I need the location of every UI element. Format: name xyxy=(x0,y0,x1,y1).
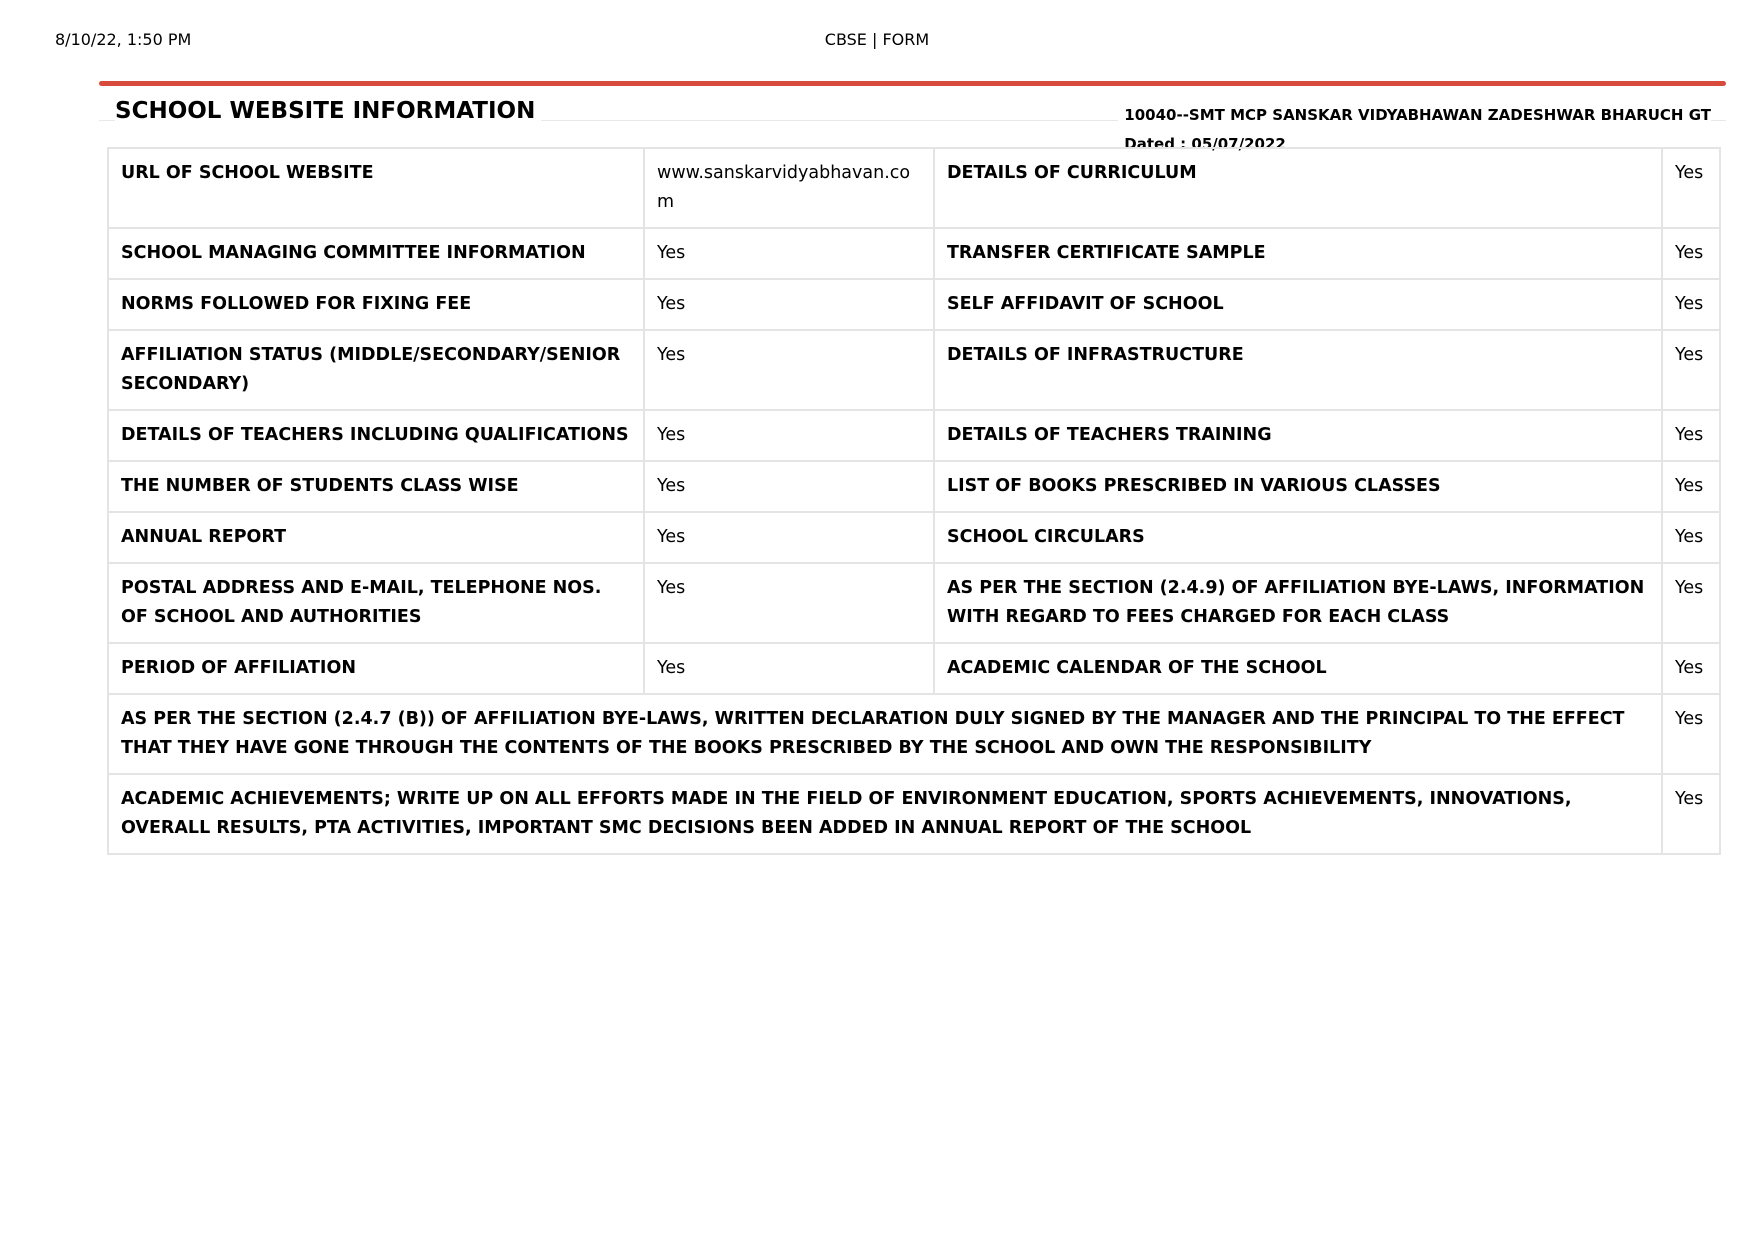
form-card xyxy=(99,81,1726,838)
dated-line: Dated : 05/07/2022 xyxy=(1124,135,1286,153)
row-label: TRANSFER CERTIFICATE SAMPLE xyxy=(934,228,1662,279)
row-value: Yes xyxy=(644,330,934,410)
row-value: Yes xyxy=(1662,774,1720,854)
table-row xyxy=(108,330,1720,410)
table-row-full xyxy=(108,694,1720,774)
row-label: AS PER THE SECTION (2.4.7 (B)) OF AFFILIATION BYE-LAWS, WRITTEN DECLARATION DULY SIGNED BY THE MANAGER AND THE PRINCIPAL TO THE EFFECT THAT THEY HAVE GONE THROUGH THE CONTENTS OF THE BOOKS PRESCRIBED BY THE SCHOOL AND OWN THE RESPONSIBILITY xyxy=(108,694,1662,774)
form-title: SCHOOL WEBSITE INFORMATION xyxy=(115,98,541,124)
row-label: PERIOD OF AFFILIATION xyxy=(108,643,644,694)
row-value: Yes xyxy=(1662,512,1720,563)
form-header xyxy=(99,86,1726,152)
school-name: 10040--SMT MCP SANSKAR VIDYABHAWAN ZADESHWAR BHARUCH GT xyxy=(1124,106,1711,124)
row-value: Yes xyxy=(644,279,934,330)
table-row xyxy=(108,148,1720,228)
row-label: SELF AFFIDAVIT OF SCHOOL xyxy=(934,279,1662,330)
row-label: AS PER THE SECTION (2.4.9) OF AFFILIATION BYE-LAWS, INFORMATION WITH REGARD TO FEES CHARGED FOR EACH CLASS xyxy=(934,563,1662,643)
table-row xyxy=(108,461,1720,512)
row-label: POSTAL ADDRESS AND E-MAIL, TELEPHONE NOS. OF SCHOOL AND AUTHORITIES xyxy=(108,563,644,643)
table-row xyxy=(108,410,1720,461)
row-value: Yes xyxy=(1662,461,1720,512)
row-label: DETAILS OF TEACHERS INCLUDING QUALIFICATIONS xyxy=(108,410,644,461)
table-row xyxy=(108,512,1720,563)
row-value: Yes xyxy=(1662,228,1720,279)
row-value: Yes xyxy=(644,461,934,512)
row-value: Yes xyxy=(1662,330,1720,410)
row-value: www.sanskarvidyabhavan.com xyxy=(644,148,934,228)
row-label: DETAILS OF INFRASTRUCTURE xyxy=(934,330,1662,410)
row-label: AFFILIATION STATUS (MIDDLE/SECONDARY/SENIOR SECONDARY) xyxy=(108,330,644,410)
row-label: THE NUMBER OF STUDENTS CLASS WISE xyxy=(108,461,644,512)
row-label: ACADEMIC CALENDAR OF THE SCHOOL xyxy=(934,643,1662,694)
row-label: LIST OF BOOKS PRESCRIBED IN VARIOUS CLASSES xyxy=(934,461,1662,512)
table-row-full xyxy=(108,774,1720,854)
row-label: DETAILS OF TEACHERS TRAINING xyxy=(934,410,1662,461)
row-label: DETAILS OF CURRICULUM xyxy=(934,148,1662,228)
print-page-title: CBSE | FORM xyxy=(824,30,930,49)
row-label: NORMS FOLLOWED FOR FIXING FEE xyxy=(108,279,644,330)
row-label: URL OF SCHOOL WEBSITE xyxy=(108,148,644,228)
row-value: Yes xyxy=(1662,694,1720,774)
print-datetime: 8/10/22, 1:50 PM xyxy=(55,30,192,49)
row-value: Yes xyxy=(1662,279,1720,330)
website-info-table xyxy=(107,147,1721,855)
table-row xyxy=(108,228,1720,279)
row-label: ACADEMIC ACHIEVEMENTS; WRITE UP ON ALL EFFORTS MADE IN THE FIELD OF ENVIRONMENT EDUCATION, SPORTS ACHIEVEMENTS, INNOVATIONS, OVERALL RESULTS, PTA ACTIVITIES, IMPORTANT SMC DECISIONS BEEN ADDED IN ANNUAL REPORT OF THE SCHOOL xyxy=(108,774,1662,854)
row-label: SCHOOL MANAGING COMMITTEE INFORMATION xyxy=(108,228,644,279)
table-row xyxy=(108,279,1720,330)
row-label: SCHOOL CIRCULARS xyxy=(934,512,1662,563)
row-label: ANNUAL REPORT xyxy=(108,512,644,563)
table-row xyxy=(108,563,1720,643)
row-value: Yes xyxy=(644,410,934,461)
row-value: Yes xyxy=(644,512,934,563)
row-value: Yes xyxy=(644,228,934,279)
row-value: Yes xyxy=(1662,148,1720,228)
row-value: Yes xyxy=(644,563,934,643)
row-value: Yes xyxy=(1662,643,1720,694)
row-value: Yes xyxy=(644,643,934,694)
print-header xyxy=(0,30,1754,52)
row-value: Yes xyxy=(1662,563,1720,643)
row-value: Yes xyxy=(1662,410,1720,461)
table-row xyxy=(108,643,1720,694)
